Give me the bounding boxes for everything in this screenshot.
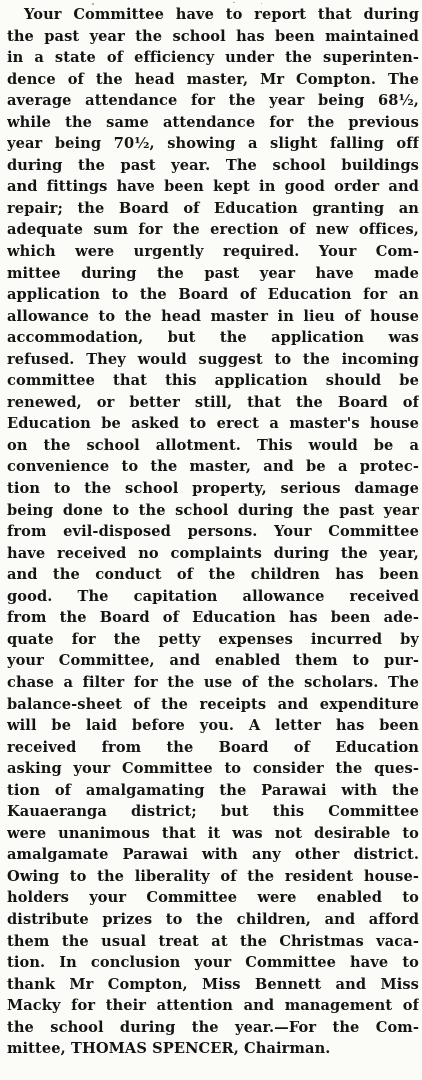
article-line: Education be asked to erect a master's house (7, 415, 419, 433)
article-line: chase a filter for the use of the scholars. The (7, 673, 419, 691)
article-line: application to the Board of Education for an (7, 286, 419, 304)
article-line: and the conduct of the children has been (7, 566, 419, 584)
article-line: will be laid before you. A letter has been (7, 717, 419, 735)
article-line: adequate sum for the erection of new offices, (7, 221, 419, 239)
article-line: received from the Board of Education (7, 738, 419, 756)
article-line: from evil-disposed persons. Your Committee (7, 523, 419, 541)
article-line: repair; the Board of Education granting an (7, 199, 419, 217)
article-line: committee that this application should be (7, 372, 419, 390)
print-speck (261, 3, 262, 4)
article-line-signature: mittee, THOMAS SPENCER, Chairman. (7, 1040, 331, 1058)
article-line: thank Mr Compton, Miss Bennett and Miss (7, 975, 419, 993)
article-line: on the school allotment. This would be a (7, 436, 419, 454)
article-line: were unanimous that it was not desirable to (7, 824, 419, 842)
article-line: Kauaeranga district; but this Committee (7, 803, 419, 821)
article-line: them the usual treat at the Christmas vaca- (7, 932, 419, 950)
article-line: Macky for their attention and management of (7, 997, 419, 1015)
article-line: mittee during the past year have made (7, 264, 419, 282)
article-line: average attendance for the year being 68½, (7, 92, 419, 110)
article-line: convenience to the master, and be a protec- (7, 458, 419, 476)
article-line: year being 70½, showing a slight falling off (7, 135, 419, 153)
article-line: good. The capitation allowance received (7, 587, 419, 605)
article-line: tion of amalgamating the Parawai with the (7, 781, 419, 799)
article-line: from the Board of Education has been ade- (7, 609, 419, 627)
article-line: tion to the school property, serious damage (7, 480, 419, 498)
article-line: quate for the petty expenses incurred by (7, 630, 419, 648)
article-line: Owing to the liberality of the resident house- (7, 867, 419, 885)
article-line: renewed, or better still, that the Board of (7, 393, 419, 411)
article-line: tion. In conclusion your Committee have to (7, 954, 419, 972)
article-line: the school during the year.—For the Com- (7, 1018, 419, 1036)
article-line: balance-sheet of the receipts and expenditure (7, 695, 419, 713)
print-speck (92, 3, 94, 5)
article-line: while the same attendance for the previous (7, 113, 419, 131)
article-line: allowance to the head master in lieu of house (7, 307, 419, 325)
article-line: during the past year. The school buildings (7, 156, 419, 174)
article-line: holders your Committee were enabled to (7, 889, 419, 907)
article-line: Your Committee have to report that during (24, 6, 419, 23)
article-line: and fittings have been kept in good order and (7, 178, 419, 196)
article-line: have received no complaints during the year, (7, 544, 419, 562)
article-line: asking your Committee to consider the ques- (7, 760, 419, 778)
article-line: accommodation, but the application was (7, 329, 419, 347)
article-line: your Committee, and enabled them to pur- (7, 652, 419, 670)
article-line: amalgamate Parawai with any other district. (7, 846, 419, 864)
article-line: the past year the school has been maintained (7, 27, 419, 45)
print-speck (233, 2, 235, 3)
article-line: distribute prizes to the children, and afford (7, 910, 419, 928)
article-line: dence of the head master, Mr Compton. The (7, 70, 419, 88)
article-line: being done to the school during the past year (7, 501, 419, 519)
article-line: refused. They would suggest to the incoming (7, 350, 419, 368)
article-line: which were urgently required. Your Com- (7, 243, 419, 261)
article-line: in a state of efficiency under the superinten- (7, 49, 419, 67)
article-body (7, 4, 419, 1060)
